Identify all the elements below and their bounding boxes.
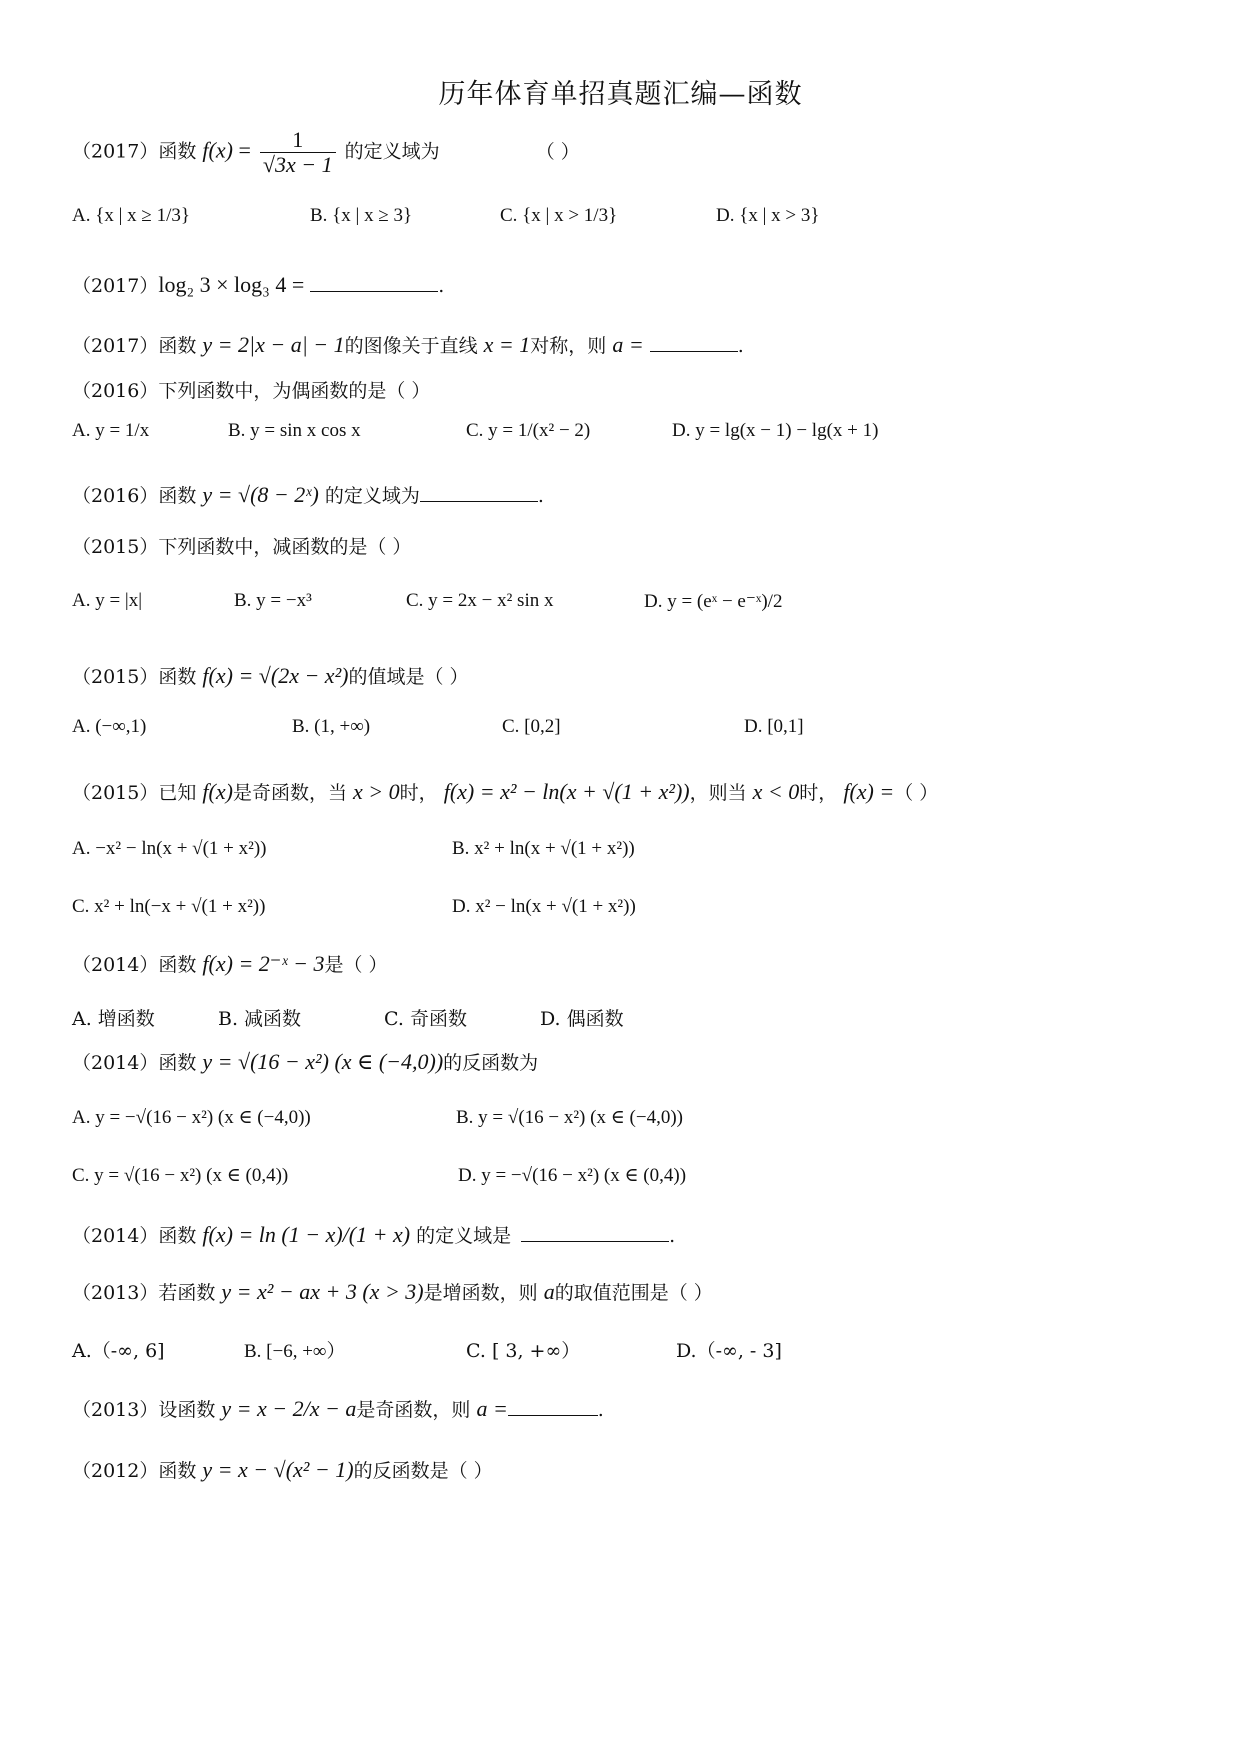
option-d: D. x² − ln(x + √(1 + x²)) xyxy=(452,896,636,917)
option-c: C. [ 3, +∞） xyxy=(466,1340,581,1362)
option-a: A. y = 1/x xyxy=(72,420,150,441)
answer-blank xyxy=(650,330,738,352)
option-c: C. [0,2] xyxy=(502,716,561,737)
answer-blank xyxy=(521,1220,669,1242)
option-a: A. y = −√(16 − x²) (x ∈ (−4,0)) xyxy=(72,1107,311,1128)
option-b: B. y = √(16 − x²) (x ∈ (−4,0)) xyxy=(456,1107,683,1128)
option-d: D. y = (eˣ − e⁻ˣ)/2 xyxy=(644,591,783,612)
question-2015-decreasing: （2015）下列函数中，减函数的是（ ） xyxy=(72,536,412,558)
option-b: B. [−6, +∞） xyxy=(244,1341,346,1362)
question-2014-monotonic: （2014）函数 f(x) = 2⁻ˣ − 3是（ ） xyxy=(72,951,388,976)
option-a: A. 增函数 xyxy=(72,1008,155,1030)
option-d: D. {x | x > 3} xyxy=(716,205,820,226)
question-2012-inverse: （2012）函数 y = x − √(x² − 1)的反函数是（ ） xyxy=(72,1457,493,1482)
option-b: B. y = −x³ xyxy=(234,590,312,611)
question-2015-range: （2015）函数 f(x) = √(2x − x²)的值域是（ ） xyxy=(72,663,469,688)
option-b: B. (1, +∞) xyxy=(292,716,371,737)
option-a: A.（-∞, 6] xyxy=(72,1340,165,1362)
option-a: A. y = |x| xyxy=(72,590,143,611)
option-a: A. {x | x ≥ 1/3} xyxy=(72,205,190,226)
option-a: A. −x² − ln(x + √(1 + x²)) xyxy=(72,838,267,859)
answer-blank xyxy=(508,1394,598,1416)
page-title: 历年体育单招真题汇编—函数 xyxy=(438,79,803,110)
question-2013-odd: （2013）设函数 y = x − 2/x − a是奇函数，则 a = . xyxy=(72,1395,604,1421)
option-d: D. 偶函数 xyxy=(540,1008,624,1030)
question-2014-inverse: （2014）函数 y = √(16 − x²) (x ∈ (−4,0))的反函数为 xyxy=(72,1049,539,1074)
question-2016-even: （2016）下列函数中，为偶函数的是（ ） xyxy=(72,380,431,402)
question-2014-log-domain: （2014）函数 f(x) = ln (1 − x)/(1 + x) 的定义域是 . xyxy=(72,1221,676,1247)
option-c: C. {x | x > 1/3} xyxy=(500,205,618,226)
answer-blank xyxy=(310,270,438,292)
question-2015-odd: （2015）已知 f(x)是奇函数，当 x > 0时， f(x) = x² − ln(x + √(1 + x²))，则当 x < 0时， f(x) =（ ） xyxy=(72,779,939,804)
question-2017-domain: （2017）函数 f(x) = $\frac{1}{√3x - 1}$ 的定义域为 （ ） xyxy=(72,127,580,178)
option-c: C. y = √(16 − x²) (x ∈ (0,4)) xyxy=(72,1165,289,1186)
option-a: A. (−∞,1) xyxy=(72,716,147,737)
option-d: D.（-∞, - 3] xyxy=(676,1340,782,1362)
option-c: C. x² + ln(−x + √(1 + x²)) xyxy=(72,896,266,917)
answer-blank xyxy=(420,480,538,502)
question-2017-symmetry: （2017）函数 y = 2|x − a| − 1的图像关于直线 x = 1对称，则 a = . xyxy=(72,331,744,357)
option-c: C. y = 1/(x² − 2) xyxy=(466,420,591,441)
option-b: B. {x | x ≥ 3} xyxy=(310,205,413,226)
question-2013-increasing: （2013）若函数 y = x² − ax + 3 (x > 3)是增函数，则 a的取值范围是（ ） xyxy=(72,1279,713,1304)
question-2017-log: （2017）log₂ 3 × log₃ 4 = . xyxy=(72,271,445,297)
option-d: D. y = lg(x − 1) − lg(x + 1) xyxy=(672,420,879,441)
option-d: D. [0,1] xyxy=(744,716,804,737)
option-b: B. 减函数 xyxy=(218,1008,302,1030)
fraction: $\frac{1}{√3x - 1}$ xyxy=(260,128,336,177)
option-c: C. y = 2x − x² sin x xyxy=(406,590,554,611)
option-c: C. 奇函数 xyxy=(384,1008,467,1030)
question-2016-domain: （2016）函数 y = √(8 − 2ˣ) 的定义域为 . xyxy=(72,481,544,507)
option-d: D. y = −√(16 − x²) (x ∈ (0,4)) xyxy=(458,1165,687,1186)
option-b: B. y = sin x cos x xyxy=(228,420,361,441)
option-b: B. x² + ln(x + √(1 + x²)) xyxy=(452,838,635,859)
